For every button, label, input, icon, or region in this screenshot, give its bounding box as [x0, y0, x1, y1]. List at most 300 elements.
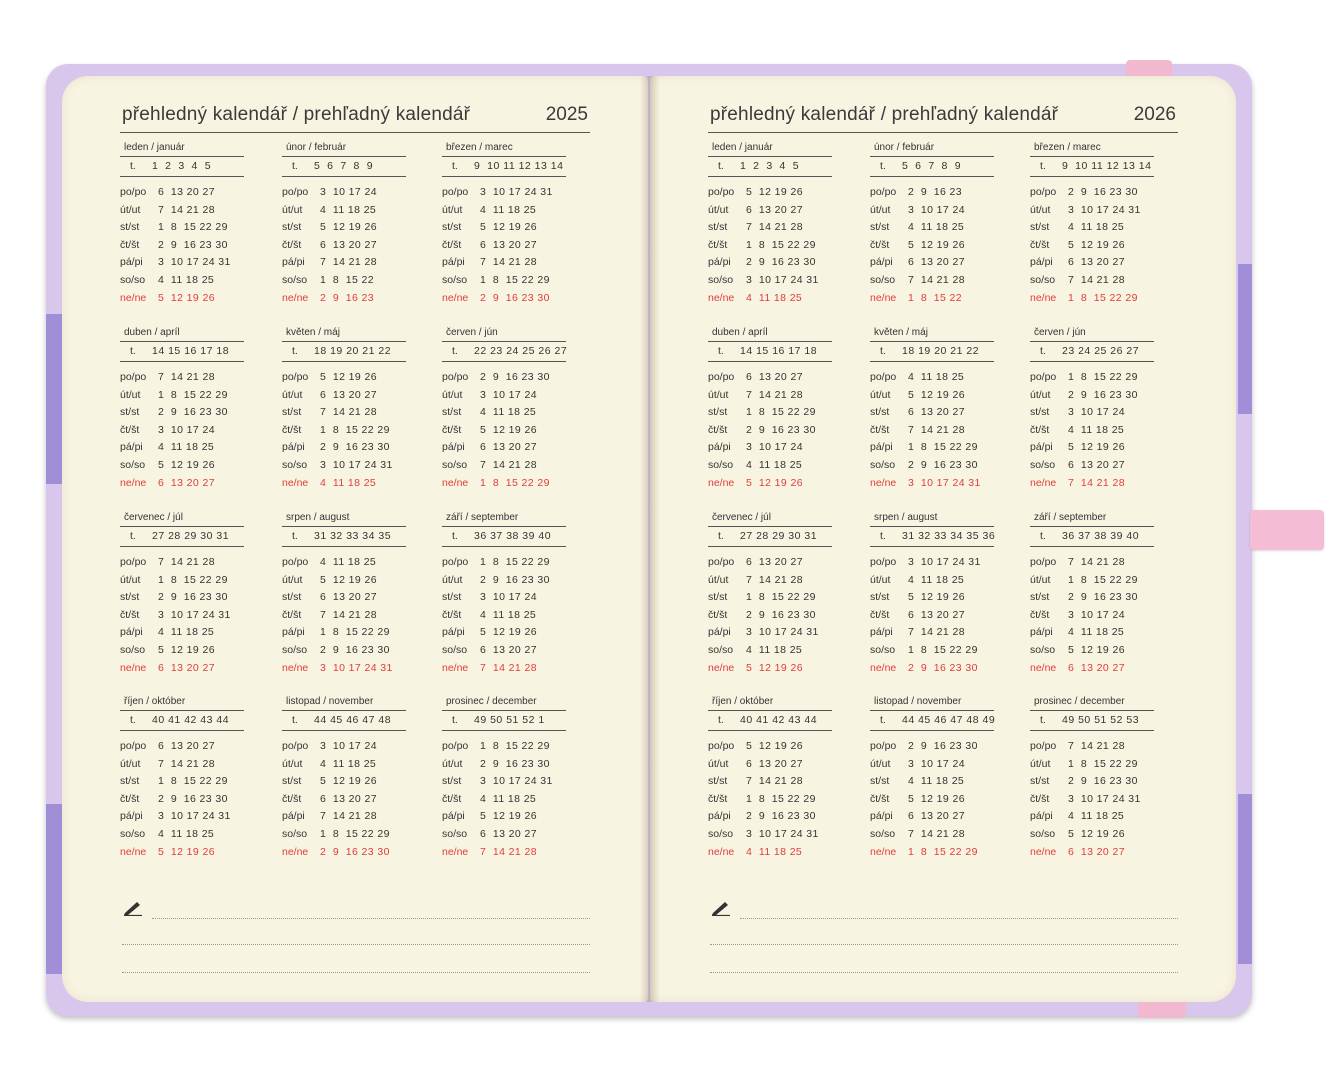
day-numbers: 6 13 20 27: [1068, 459, 1125, 471]
week-numbers: 44 45 46 47 48 49: [902, 714, 996, 726]
day-numbers: 6 13 20 27: [480, 441, 537, 454]
day-label: út/ut: [708, 203, 729, 216]
day-row: [442, 773, 570, 790]
title-rule: [120, 132, 590, 133]
day-label: so/so: [1030, 644, 1056, 656]
day-numbers: 7 14 21 28: [320, 406, 377, 419]
day-label: st/st: [282, 591, 302, 604]
day-label: út/ut: [870, 757, 891, 770]
day-label: ne/ne: [442, 291, 469, 304]
day-row: [1030, 422, 1158, 439]
day-label: st/st: [442, 775, 462, 788]
month-block: [442, 142, 570, 312]
day-label: ne/ne: [282, 476, 309, 489]
day-row: [442, 254, 570, 271]
day-numbers: 4 11 18 25: [158, 626, 215, 639]
day-numbers: 2 9 16 23 30: [746, 423, 816, 436]
day-label: ne/ne: [1030, 476, 1057, 489]
note-line[interactable]: [710, 972, 1178, 973]
day-row: [708, 808, 836, 825]
week-label: t.: [880, 714, 886, 726]
day-label: so/so: [282, 644, 308, 656]
day-label: út/ut: [120, 203, 141, 216]
day-label: po/po: [442, 371, 469, 383]
week-numbers-row: [120, 710, 244, 731]
month-name: březen / marec: [446, 142, 513, 153]
month-name: duben / apríl: [124, 327, 180, 338]
day-numbers: 6 13 20 27: [480, 238, 537, 251]
month-block: [1030, 327, 1158, 497]
month-name: červenec / júl: [124, 512, 183, 523]
day-numbers: 7 14 21 28: [1068, 740, 1125, 752]
day-numbers: 7 14 21 28: [746, 221, 803, 234]
cover-stripe: [1238, 794, 1252, 964]
day-label: po/po: [120, 740, 147, 752]
month-block: [870, 327, 998, 497]
sunday-row: [708, 475, 836, 492]
day-label: po/po: [870, 186, 897, 198]
day-label: ne/ne: [282, 845, 309, 858]
day-row: [870, 773, 998, 790]
week-numbers: 49 50 51 52 53: [1062, 714, 1140, 726]
page-year: 2026: [1133, 104, 1176, 125]
day-numbers: 1 8 15 22 29: [320, 626, 390, 639]
day-row: [282, 756, 410, 773]
day-row: [708, 554, 836, 571]
day-row: [870, 369, 998, 386]
day-label: so/so: [282, 274, 308, 286]
day-label: čt/št: [870, 608, 890, 621]
month-name: leden / január: [712, 142, 773, 153]
day-label: st/st: [708, 406, 728, 419]
book-spine: [640, 76, 660, 1002]
day-label: pá/pi: [282, 810, 305, 823]
day-row: [870, 607, 998, 624]
day-numbers: 6 13 20 27: [320, 388, 377, 401]
day-row: [120, 422, 248, 439]
week-numbers: 5 6 7 8 9: [902, 160, 962, 172]
month-block: [442, 327, 570, 497]
day-label: st/st: [120, 406, 140, 419]
month-block: [708, 696, 836, 866]
day-numbers: 4 11 18 25: [480, 792, 537, 805]
week-numbers: 1 2 3 4 5: [152, 160, 212, 172]
day-numbers: 2 9 16 23 30: [320, 441, 390, 454]
day-label: st/st: [708, 775, 728, 788]
day-row: [1030, 369, 1158, 386]
day-row: [442, 237, 570, 254]
day-row: [442, 589, 570, 606]
day-numbers: 4 11 18 25: [746, 644, 803, 656]
month-name: červen / jún: [1034, 327, 1086, 338]
day-label: pá/pi: [1030, 810, 1053, 823]
day-label: pá/pi: [120, 626, 143, 639]
day-numbers: 7 14 21 28: [320, 810, 377, 823]
day-numbers: 5 12 19 26: [480, 626, 537, 639]
day-row: [442, 184, 570, 201]
day-label: út/ut: [120, 757, 141, 770]
day-numbers: 2 9 16 23 30: [1068, 775, 1138, 788]
day-row: [870, 572, 998, 589]
day-row: [120, 254, 248, 271]
day-numbers: 6 13 20 27: [158, 186, 215, 198]
sunday-row: [1030, 475, 1158, 492]
day-label: út/ut: [708, 757, 729, 770]
sunday-row: [870, 844, 998, 861]
day-row: [1030, 202, 1158, 219]
day-numbers: 4 11 18 25: [1068, 423, 1125, 436]
day-row: [120, 439, 248, 456]
day-label: so/so: [442, 644, 468, 656]
day-row: [870, 589, 998, 606]
week-label: t.: [880, 345, 886, 357]
month-block: [120, 512, 248, 682]
day-numbers: 4 11 18 25: [480, 406, 537, 419]
week-numbers: 23 24 25 26 27: [1062, 345, 1140, 357]
day-row: [442, 202, 570, 219]
day-numbers: 3 10 17 24 31: [480, 186, 553, 198]
month-name: září / september: [1034, 512, 1107, 523]
day-label: po/po: [282, 186, 309, 198]
day-label: čt/št: [708, 423, 728, 436]
day-numbers: 5 12 19 26: [908, 792, 965, 805]
day-row: [870, 387, 998, 404]
day-label: út/ut: [442, 388, 463, 401]
day-label: st/st: [870, 775, 890, 788]
day-row: [1030, 219, 1158, 236]
month-name: únor / február: [286, 142, 347, 153]
day-label: po/po: [870, 371, 897, 383]
day-label: po/po: [442, 186, 469, 198]
day-numbers: 2 9 16 23 30: [480, 757, 550, 770]
day-numbers: 2 9 16 23 30: [320, 644, 390, 656]
day-numbers: 1 8 15 22 29: [746, 792, 816, 805]
day-label: pá/pi: [120, 256, 143, 269]
day-row: [120, 738, 248, 755]
day-row: [708, 422, 836, 439]
day-numbers: 7 14 21 28: [158, 371, 215, 383]
day-label: ne/ne: [442, 476, 469, 489]
day-row: [870, 457, 998, 474]
day-numbers: 5 12 19 26: [320, 221, 377, 234]
day-label: pá/pi: [870, 626, 893, 639]
day-numbers: 7 14 21 28: [908, 423, 965, 436]
day-numbers: 2 9 16 23 30: [480, 291, 550, 304]
page-year: 2025: [545, 104, 588, 125]
day-label: út/ut: [282, 757, 303, 770]
week-label: t.: [880, 160, 886, 172]
day-label: út/ut: [442, 573, 463, 586]
day-label: pá/pi: [442, 441, 465, 454]
day-label: čt/št: [870, 238, 890, 251]
day-row: [1030, 624, 1158, 641]
month-block: [1030, 512, 1158, 682]
day-row: [442, 808, 570, 825]
week-numbers: 9 10 11 12 13 14: [474, 160, 564, 172]
day-row: [282, 808, 410, 825]
day-label: st/st: [282, 406, 302, 419]
day-numbers: 3 10 17 24 31: [320, 459, 393, 471]
day-label: st/st: [708, 591, 728, 604]
day-label: út/ut: [282, 203, 303, 216]
day-label: po/po: [120, 556, 147, 568]
day-numbers: 3 10 17 24: [1068, 406, 1125, 419]
day-row: [708, 237, 836, 254]
week-numbers: 5 6 7 8 9: [314, 160, 374, 172]
day-numbers: 7 14 21 28: [320, 256, 377, 269]
day-numbers: 7 14 21 28: [158, 556, 215, 568]
week-label: t.: [452, 714, 458, 726]
day-row: [120, 369, 248, 386]
day-row: [120, 572, 248, 589]
day-label: st/st: [1030, 221, 1050, 234]
day-numbers: 6 13 20 27: [908, 608, 965, 621]
month-name: srpen / august: [286, 512, 350, 523]
day-numbers: 7 14 21 28: [320, 608, 377, 621]
day-numbers: 5 12 19 26: [158, 291, 215, 304]
month-name: duben / apríl: [712, 327, 768, 338]
day-label: pá/pi: [870, 441, 893, 454]
day-row: [1030, 756, 1158, 773]
day-row: [870, 202, 998, 219]
day-numbers: 2 9 16 23 30: [746, 810, 816, 823]
day-numbers: 2 9 16 23 30: [158, 238, 228, 251]
note-line[interactable]: [710, 944, 1178, 945]
day-numbers: 5 12 19 26: [908, 238, 965, 251]
day-row: [442, 607, 570, 624]
day-row: [870, 826, 998, 843]
sunday-row: [708, 290, 836, 307]
month-block: [120, 142, 248, 312]
day-label: ne/ne: [708, 845, 735, 858]
week-label: t.: [452, 530, 458, 542]
day-row: [442, 642, 570, 659]
day-numbers: 1 8 15 22 29: [320, 423, 390, 436]
note-line[interactable]: [740, 918, 1178, 919]
sunday-row: [708, 844, 836, 861]
day-row: [1030, 184, 1158, 201]
day-numbers: 1 8 15 22 29: [908, 845, 978, 858]
day-row: [708, 439, 836, 456]
day-numbers: 7 14 21 28: [480, 845, 537, 858]
month-block: [870, 696, 998, 866]
day-row: [442, 369, 570, 386]
day-row: [442, 572, 570, 589]
day-row: [708, 457, 836, 474]
day-label: čt/št: [282, 608, 302, 621]
week-numbers-row: [120, 341, 244, 362]
day-row: [708, 826, 836, 843]
day-numbers: 7 14 21 28: [908, 828, 965, 840]
day-row: [442, 272, 570, 289]
day-row: [442, 738, 570, 755]
day-row: [120, 589, 248, 606]
day-row: [120, 219, 248, 236]
day-label: čt/št: [1030, 608, 1050, 621]
day-numbers: 5 12 19 26: [746, 661, 803, 674]
day-row: [708, 572, 836, 589]
day-numbers: 4 11 18 25: [908, 221, 965, 234]
day-numbers: 7 14 21 28: [480, 256, 537, 269]
day-row: [120, 791, 248, 808]
day-row: [870, 184, 998, 201]
day-label: čt/št: [282, 423, 302, 436]
week-numbers: 31 32 33 34 35: [314, 530, 392, 542]
day-row: [708, 404, 836, 421]
day-row: [1030, 607, 1158, 624]
day-numbers: 6 13 20 27: [320, 792, 377, 805]
week-numbers-row: [870, 341, 994, 362]
day-row: [870, 439, 998, 456]
day-numbers: 2 9 16 23 30: [908, 740, 978, 752]
day-label: út/ut: [1030, 573, 1051, 586]
week-numbers: 40 41 42 43 44: [740, 714, 818, 726]
month-name: listopad / november: [874, 696, 962, 707]
day-numbers: 3 10 17 24: [908, 203, 965, 216]
day-row: [120, 607, 248, 624]
week-numbers-row: [442, 710, 566, 731]
week-numbers-row: [708, 710, 832, 731]
day-row: [282, 554, 410, 571]
day-numbers: 2 9 16 23 30: [908, 661, 978, 674]
day-label: út/ut: [708, 388, 729, 401]
day-numbers: 3 10 17 24: [1068, 608, 1125, 621]
day-numbers: 1 8 15 22 29: [746, 406, 816, 419]
day-row: [282, 826, 410, 843]
week-label: t.: [130, 714, 136, 726]
day-label: po/po: [708, 556, 735, 568]
ribbon-tab[interactable]: [1250, 510, 1324, 550]
day-row: [870, 219, 998, 236]
day-row: [282, 254, 410, 271]
day-numbers: 7 14 21 28: [908, 274, 965, 286]
day-label: so/so: [442, 274, 468, 286]
day-label: ne/ne: [120, 476, 147, 489]
day-row: [282, 202, 410, 219]
week-numbers-row: [442, 526, 566, 547]
sunday-row: [1030, 844, 1158, 861]
day-row: [442, 554, 570, 571]
day-label: ne/ne: [1030, 661, 1057, 674]
week-numbers: 27 28 29 30 31: [152, 530, 230, 542]
day-label: ne/ne: [1030, 291, 1057, 304]
week-label: t.: [718, 530, 724, 542]
note-line[interactable]: [152, 918, 590, 919]
day-numbers: 3 10 17 24 31: [158, 810, 231, 823]
day-row: [1030, 808, 1158, 825]
day-numbers: 7 14 21 28: [746, 775, 803, 788]
day-label: so/so: [708, 828, 734, 840]
day-label: st/st: [708, 221, 728, 234]
day-numbers: 1 8 15 22 29: [1068, 573, 1138, 586]
day-row: [870, 642, 998, 659]
day-numbers: 1 8 15 22 29: [480, 556, 550, 568]
day-row: [282, 642, 410, 659]
month-name: říjen / október: [712, 696, 774, 707]
note-line[interactable]: [122, 972, 590, 973]
day-row: [442, 219, 570, 236]
sunday-row: [442, 290, 570, 307]
day-label: pá/pi: [442, 810, 465, 823]
day-row: [870, 254, 998, 271]
day-label: ne/ne: [870, 661, 897, 674]
day-numbers: 3 10 17 24: [746, 441, 803, 454]
week-numbers-row: [120, 526, 244, 547]
sunday-row: [1030, 660, 1158, 677]
day-numbers: 3 10 17 24 31: [746, 828, 819, 840]
day-row: [120, 202, 248, 219]
day-label: ne/ne: [120, 291, 147, 304]
day-numbers: 6 13 20 27: [1068, 845, 1125, 858]
month-block: [870, 142, 998, 312]
day-numbers: 5 12 19 26: [480, 810, 537, 823]
day-row: [442, 624, 570, 641]
month-block: [442, 512, 570, 682]
day-numbers: 3 10 17 24: [480, 388, 537, 401]
day-row: [282, 589, 410, 606]
note-line[interactable]: [122, 944, 590, 945]
week-label: t.: [130, 345, 136, 357]
day-label: čt/št: [120, 238, 140, 251]
cover-stripe: [46, 804, 62, 974]
day-label: po/po: [708, 186, 735, 198]
week-label: t.: [1040, 160, 1046, 172]
day-row: [282, 422, 410, 439]
day-row: [708, 738, 836, 755]
day-label: čt/št: [120, 792, 140, 805]
day-numbers: 6 13 20 27: [158, 661, 215, 674]
day-label: st/st: [120, 221, 140, 234]
page-title: přehledný kalendář / prehľadný kalendář: [122, 104, 471, 125]
week-numbers: 49 50 51 52 1: [474, 714, 545, 726]
day-row: [1030, 272, 1158, 289]
day-label: so/so: [708, 644, 734, 656]
day-label: ne/ne: [708, 476, 735, 489]
day-numbers: 6 13 20 27: [746, 757, 803, 770]
week-label: t.: [292, 345, 298, 357]
day-numbers: 2 9 16 23: [908, 186, 963, 198]
day-numbers: 6 13 20 27: [746, 203, 803, 216]
day-numbers: 1 8 15 22 29: [480, 274, 550, 286]
day-numbers: 3 10 17 24: [480, 591, 537, 604]
day-row: [870, 422, 998, 439]
day-numbers: 2 9 16 23 30: [1068, 186, 1138, 198]
day-numbers: 2 9 16 23 30: [480, 371, 550, 383]
day-label: čt/št: [708, 792, 728, 805]
day-row: [120, 554, 248, 571]
day-label: po/po: [120, 186, 147, 198]
day-row: [442, 756, 570, 773]
day-row: [120, 404, 248, 421]
day-row: [870, 808, 998, 825]
day-numbers: 2 9 16 23 30: [320, 845, 390, 858]
day-row: [282, 791, 410, 808]
day-label: pá/pi: [282, 626, 305, 639]
day-numbers: 2 9 16 23: [320, 291, 375, 304]
day-row: [708, 272, 836, 289]
day-numbers: 4 11 18 25: [746, 291, 803, 304]
day-label: po/po: [708, 371, 735, 383]
day-row: [1030, 791, 1158, 808]
week-label: t.: [1040, 345, 1046, 357]
week-numbers-row: [282, 156, 406, 177]
sunday-row: [120, 844, 248, 861]
day-label: st/st: [282, 221, 302, 234]
week-label: t.: [130, 160, 136, 172]
day-label: so/so: [120, 459, 146, 471]
month-name: srpen / august: [874, 512, 938, 523]
week-numbers-row: [120, 156, 244, 177]
